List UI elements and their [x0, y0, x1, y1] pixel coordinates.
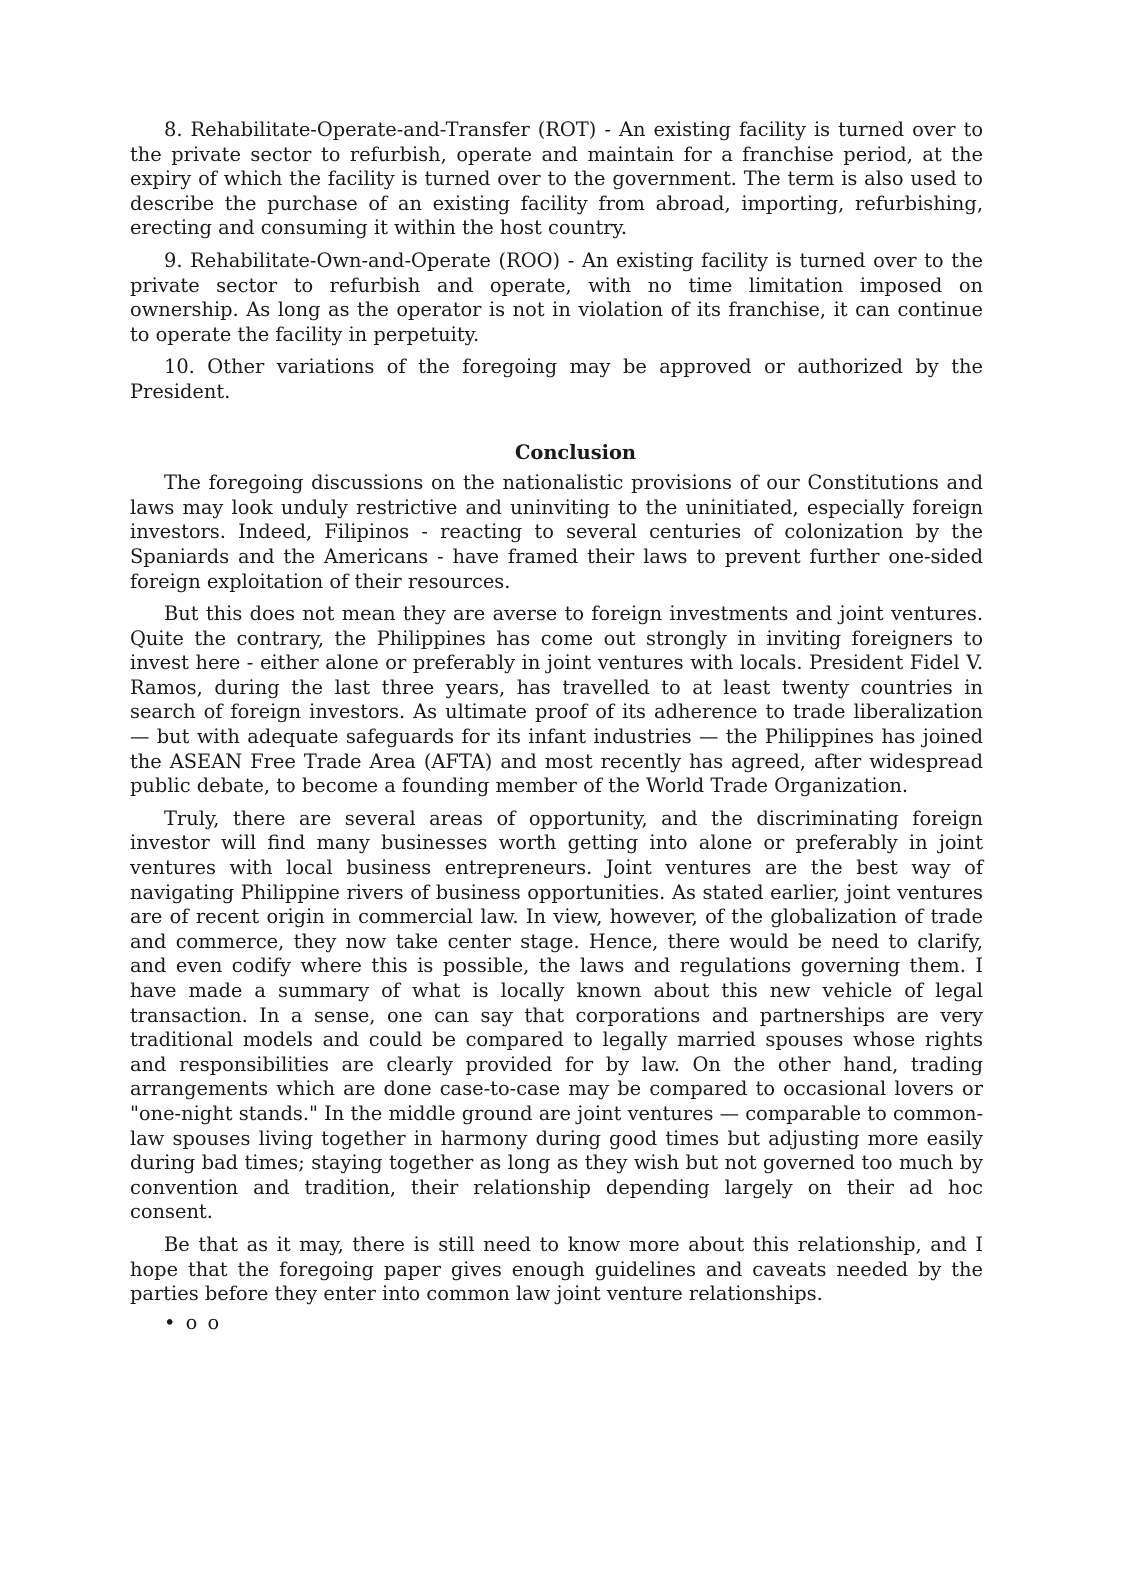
conclusion-paragraph-1: The foregoing discussions on the nationalistic provisions of our Constitutions and laws may look unduly restrictive and uninviting to the uninitiated, especially foreign investors. Indeed, Filipinos - reacting to several centuries of colonization by the Spaniards and the Americans - have framed their laws to prevent further one-sided foreign exploitation of their resources. [130, 471, 983, 593]
conclusion-paragraph-4: Be that as it may, there is still need to know more about this relationship, and I hope that the foregoing paper gives enough guidelines and caveats needed by the parties before they enter into common law joint venture relationships. [130, 1232, 983, 1306]
list-item-roo: 9. Rehabilitate-Own-and-Operate (ROO) - An existing facility is turned over to the private sector to refurbish and operate, with no time limitation imposed on ownership. As long as the operator is not in violation of its franchise, it can continue to operate the facility in perpetuity. [130, 248, 983, 346]
end-mark: • o o [164, 1310, 222, 1334]
conclusion-paragraph-2: But this does not mean they are averse to foreign investments and joint ventures. Quite the contrary, the Philippines has come out strongly in inviting foreigners to invest here - either alone or preferably in joint ventures with locals. President Fidel V. Ramos, during the last three years, has travelled to at least twenty countries in search of foreign investors. As ultimate proof of its adherence to trade liberalization — but with adequate safeguards for its infant industries — the Philippines has joined the ASEAN Free Trade Area (AFTA) and most recently has agreed, after widespread public debate, to become a founding member of the World Trade Organization. [130, 602, 983, 798]
section-heading-conclusion: Conclusion [514, 440, 637, 464]
section-spacer [130, 413, 983, 441]
list-item-rot: 8. Rehabilitate-Operate-and-Transfer (ROT) - An existing facility is turned over to the private sector to refurbish, operate and maintain for a franchise period, at the expiry of which the facility is turned over to the government. The term is also used to describe the purchase of an existing facility from abroad, importing, refurbishing, erecting and consuming it within the host country. [130, 118, 983, 240]
conclusion-paragraph-3: Truly, there are several areas of opportunity, and the discriminating foreign investor will find many businesses worth getting into alone or preferably in joint ventures with local business entrepreneurs. Joint ventures are the best way of navigating Philippine rivers of business opportunities. As stated earlier, joint ventures are of recent origin in commercial law. In view, however, of the globalization of trade and commerce, they now take center stage. Hence, there would be need to clarify, and even codify where this is possible, the laws and regulations governing them. I have made a summary of what is locally known about this new vehicle of legal transaction. In a sense, one can say that corporations and partnerships are very traditional models and could be compared to legally married spouses whose rights and responsibilities are clearly provided for by law. On the other hand, trading arrangements which are done case-to-case may be compared to occasional lovers or "one-night stands." In the middle ground are joint ventures — comparable to common-law spouses living together in harmony during good times but adjusting more easily during bad times; staying together as long as they wish but not governed too much by convention and tradition, their relationship depending largely on their ad hoc consent. [130, 806, 983, 1224]
document-page [130, 118, 983, 1335]
list-item-other-variations: 10. Other variations of the foregoing may be approved or authorized by the President. [130, 355, 983, 403]
